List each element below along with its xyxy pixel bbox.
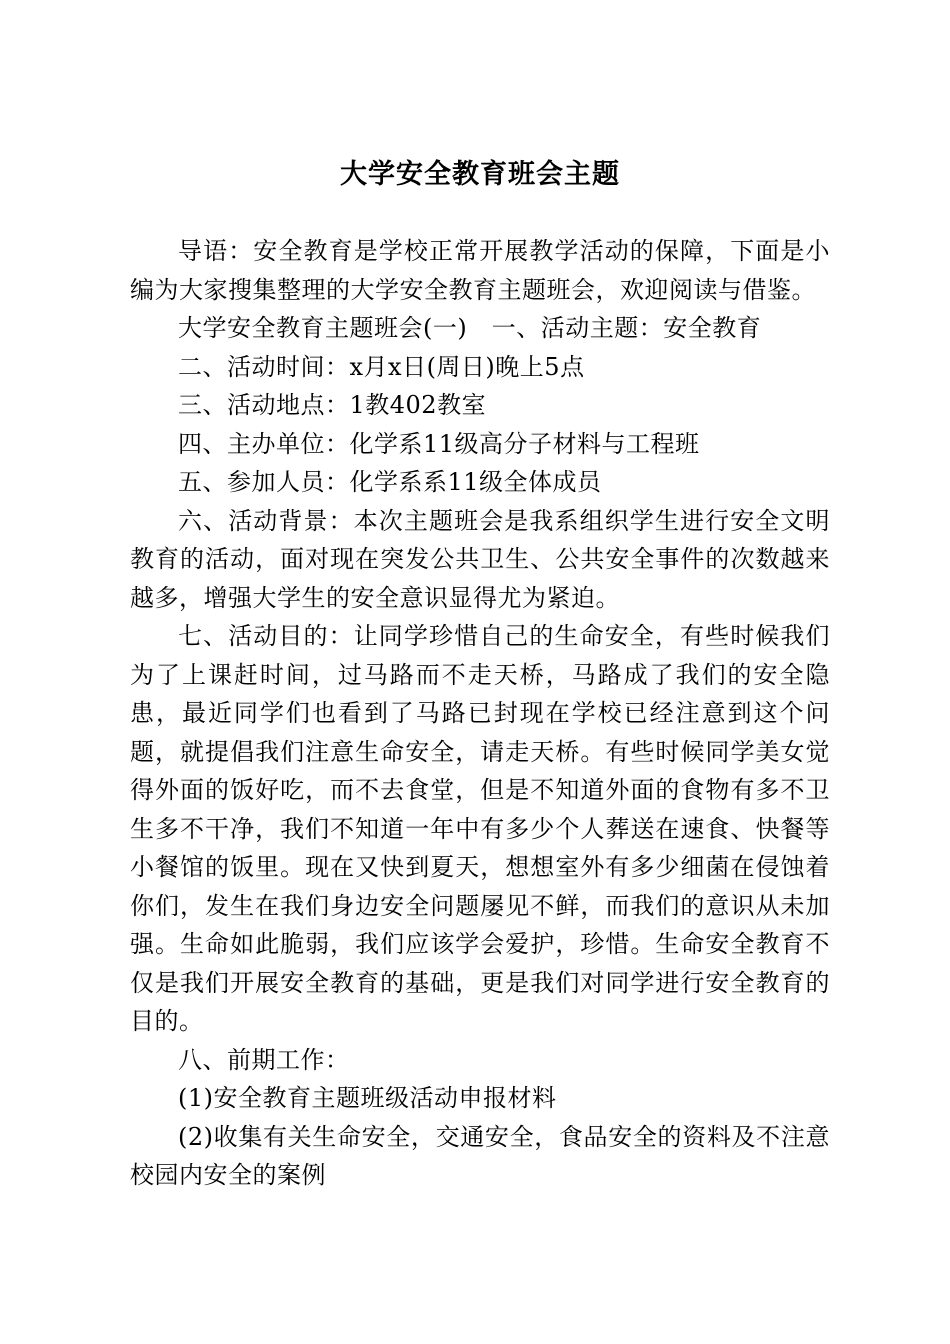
activity-time-paragraph: 二、活动时间：x月x日(周日)晚上5点 bbox=[178, 352, 585, 381]
participants-paragraph: 五、参加人员：化学系系11级全体成员 bbox=[178, 468, 602, 496]
preparation-heading-paragraph: 八、前期工作： bbox=[178, 1045, 350, 1074]
organizer-paragraph: 四、主办单位：化学系11级高分子材料与工程班 bbox=[178, 429, 700, 458]
document-title: 大学安全教育班会主题 bbox=[340, 159, 620, 190]
intro-paragraph: 导语：安全教育是学校正常开展教学活动的保障，下面是小编为大家搜集整理的大学安全教育主题班会，欢迎阅读与借鉴。 bbox=[130, 237, 830, 304]
preparation-item-1: (1)安全教育主题班级活动申报材料 bbox=[178, 1084, 557, 1112]
document-page bbox=[130, 150, 830, 1195]
meeting-heading-paragraph: 大学安全教育主题班会(一) 一、活动主题：安全教育 bbox=[178, 314, 762, 342]
purpose-paragraph: 七、活动目的：让同学珍惜自己的生命安全，有些时候我们为了上课赶时间，过马路而不走天桥，马路成了我们的安全隐患，最近同学们也看到了马路已封现在学校已经注意到这个问题，就提倡我们注意生命安全，请走天桥。有些时候同学美女觉得外面的饭好吃，而不去食堂，但是不知道外面的食物有多不卫生多不干净，我们不知道一年中有多少个人葬送在速食、快餐等小餐馆的饭里。现在又快到夏天，想想室外有多少细菌在侵蚀着你们，发生在我们身边安全问题屡见不鲜，而我们的意识从未加强。生命如此脆弱，我们应该学会爱护，珍惜。生命安全教育不仅是我们开展安全教育的基础，更是我们对同学进行安全教育的目的。 bbox=[130, 622, 830, 1035]
activity-location-paragraph: 三、活动地点：1教402教室 bbox=[178, 391, 487, 419]
background-paragraph: 六、活动背景：本次主题班会是我系组织学生进行安全文明教育的活动，面对现在突发公共卫生、公共安全事件的次数越来越多，增强大学生的安全意识显得尤为紧迫。 bbox=[130, 506, 830, 612]
preparation-item-2: (2)收集有关生命安全，交通安全，食品安全的资料及不注意校园内安全的案例 bbox=[130, 1122, 830, 1189]
